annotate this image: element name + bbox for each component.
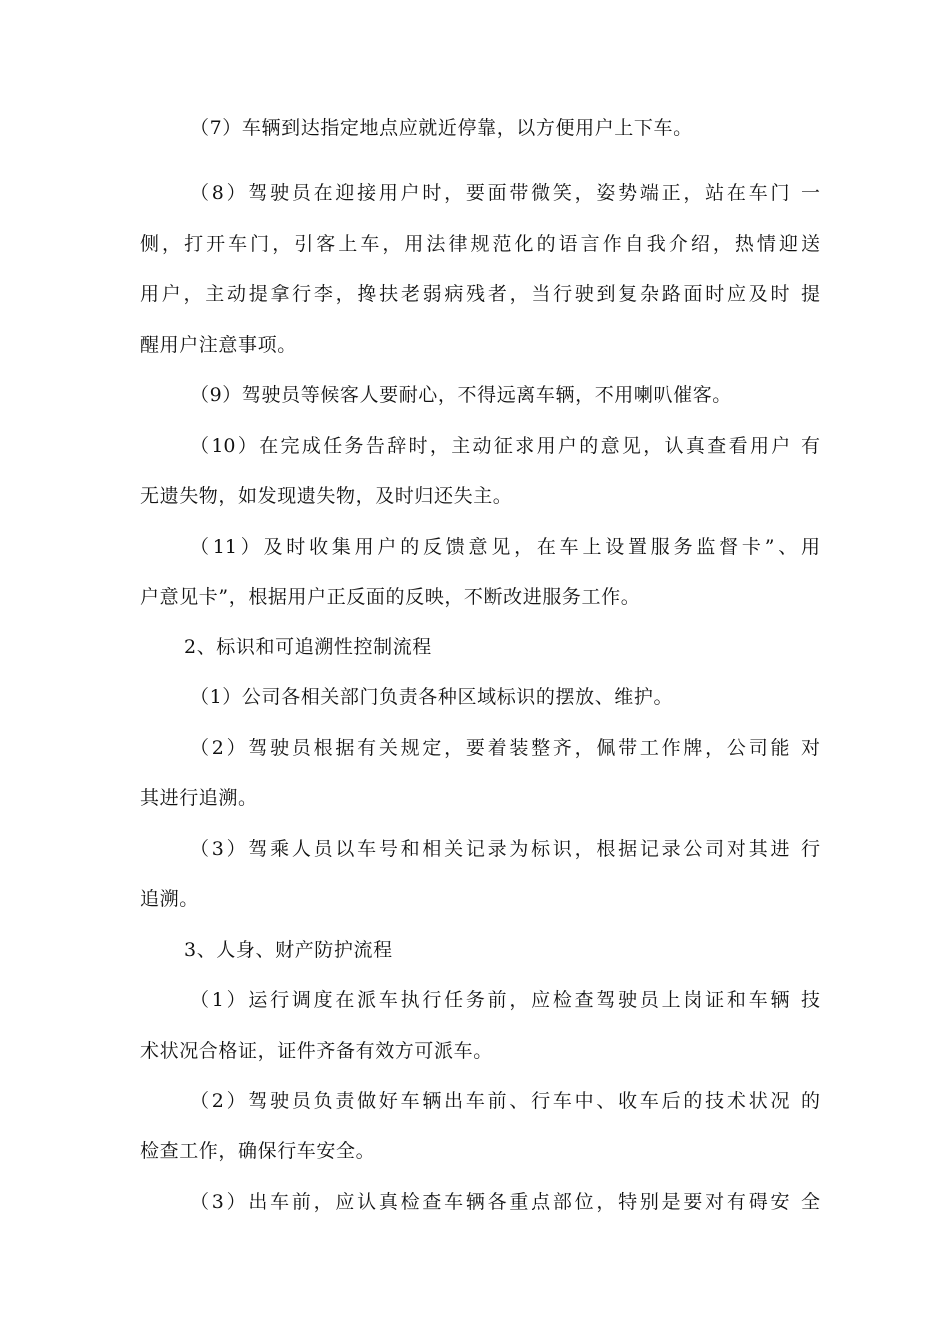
paragraph-8-line-2: 侧，打开车门，引客上车，用法律规范化的语言作自我介绍，热情迎送 xyxy=(140,233,820,255)
paragraph-11-line-1: （11）及时收集用户的反馈意见，在车上设置服务监督卡”、用 xyxy=(190,536,820,558)
section-2-item-2-line-2: 其进行追溯。 xyxy=(140,787,258,809)
section-3-item-2-line-2: 检查工作，确保行车安全。 xyxy=(140,1140,376,1162)
section-2-heading: 2、标识和可追溯性控制流程 xyxy=(184,636,432,658)
section-3-heading: 3、人身、财产防护流程 xyxy=(184,939,393,961)
section-3-item-1-line-2: 术状况合格证，证件齐备有效方可派车。 xyxy=(140,1040,493,1062)
section-2-item-3-line-2: 追溯。 xyxy=(140,888,199,910)
paragraph-8-line-4: 醒用户注意事项。 xyxy=(140,334,297,356)
section-2-item-3-line-1: （3）驾乘人员以车号和相关记录为标识，根据记录公司对其进 行 xyxy=(190,838,820,860)
section-2-item-1: （1）公司各相关部门负责各种区域标识的摆放、维护。 xyxy=(190,686,674,708)
paragraph-9: （9）驾驶员等候客人要耐心，不得远离车辆，不用喇叭催客。 xyxy=(190,384,732,406)
paragraph-8-line-3: 用户，主动提拿行李，搀扶老弱病残者，当行驶到复杂路面时应及时 提 xyxy=(140,283,820,305)
section-3-item-1-line-1: （1）运行调度在派车执行任务前，应检查驾驶员上岗证和车辆 技 xyxy=(190,989,820,1011)
section-2-item-2-line-1: （2）驾驶员根据有关规定，要着装整齐，佩带工作牌，公司能 对 xyxy=(190,737,820,759)
paragraph-10-line-1: （10）在完成任务告辞时，主动征求用户的意见，认真查看用户 有 xyxy=(190,435,820,457)
paragraph-8-line-1: （8）驾驶员在迎接用户时，要面带微笑，姿势端正，站在车门 一 xyxy=(190,182,820,204)
paragraph-11-line-2: 户意见卡”，根据用户正反面的反映，不断改进服务工作。 xyxy=(140,586,641,608)
paragraph-10-line-2: 无遗失物，如发现遗失物，及时归还失主。 xyxy=(140,485,513,507)
paragraph-7: （7）车辆到达指定地点应就近停靠，以方便用户上下车。 xyxy=(190,117,693,139)
section-3-item-2-line-1: （2）驾驶员负责做好车辆出车前、行车中、收车后的技术状况 的 xyxy=(190,1090,820,1112)
section-3-item-3-line-1: （3）出车前，应认真检查车辆各重点部位，特别是要对有碍安 全 xyxy=(190,1191,820,1213)
